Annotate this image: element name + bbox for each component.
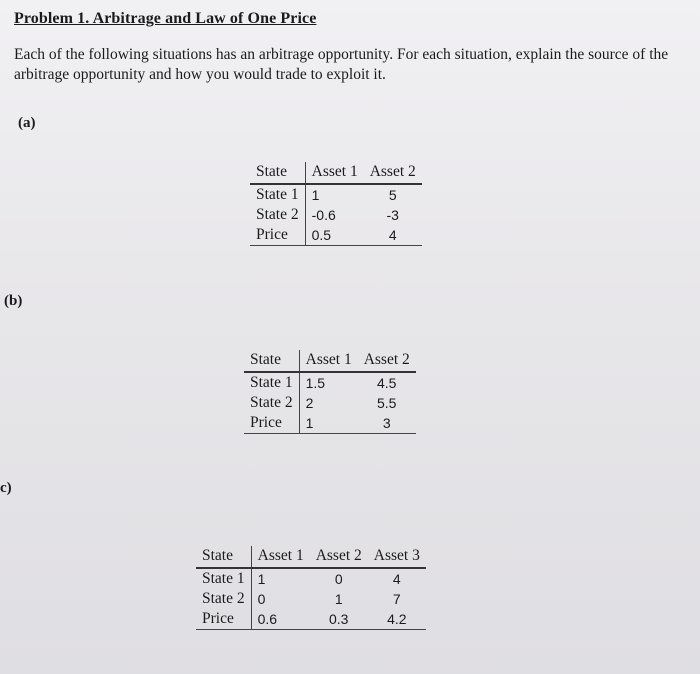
- table-cell: 4: [364, 225, 422, 246]
- header-cell: State: [196, 546, 251, 568]
- problem-intro: Each of the following situations has an arbitrage opportunity. For each situation, explain the source of the arbitrage opportunity and how you would trade to exploit it.: [14, 46, 669, 83]
- table-cell: 4: [392, 571, 401, 587]
- table-cell: -0.6: [311, 207, 336, 223]
- table-row: [250, 184, 422, 205]
- header-cell: Asset 1: [251, 546, 310, 568]
- table-cell: -3: [386, 207, 399, 223]
- table-row: [250, 205, 422, 225]
- header-cell: State: [244, 350, 299, 372]
- row-label: State 1: [250, 184, 305, 205]
- table-cell: 3: [358, 413, 416, 434]
- table-cell: 1: [257, 571, 266, 587]
- table-cell: 4.5: [377, 375, 397, 391]
- table-cell: 5.5: [377, 395, 397, 411]
- table-cell: 0: [257, 591, 266, 607]
- table-cell: 0: [334, 571, 343, 587]
- table-row: [196, 568, 426, 589]
- header-cell: Asset 2: [358, 350, 416, 372]
- table-cell: 1.5: [305, 375, 326, 391]
- table-cell: 1: [334, 591, 343, 607]
- row-label: Price: [250, 225, 305, 246]
- table-row: [250, 225, 422, 246]
- row-label: Price: [196, 609, 251, 630]
- part-a-table: [250, 162, 422, 246]
- row-label: State 1: [244, 372, 299, 393]
- row-label: State 2: [250, 205, 305, 225]
- header-cell: Asset 1: [305, 162, 364, 184]
- table-cell: 0.5: [305, 225, 364, 246]
- table-cell: 0.6: [251, 609, 310, 630]
- table-row: [244, 413, 416, 434]
- row-label: State 2: [196, 589, 251, 609]
- header-cell: Asset 1: [299, 350, 358, 372]
- header-cell: Asset 2: [364, 162, 422, 184]
- table-row: [196, 589, 426, 609]
- part-c-label: c): [0, 480, 12, 496]
- table-row: [244, 393, 416, 413]
- header-cell: Asset 2: [310, 546, 368, 568]
- header-cell: State: [250, 162, 305, 184]
- table-cell: 7: [392, 591, 401, 607]
- header-cell: Asset 3: [368, 546, 426, 568]
- table-cell: 4.2: [368, 609, 426, 630]
- part-b-table: [244, 350, 416, 434]
- table-cell: 1: [299, 413, 358, 434]
- row-label: State 2: [244, 393, 299, 413]
- row-label: Price: [244, 413, 299, 434]
- problem-title: Problem 1. Arbitrage and Law of One Price: [14, 10, 317, 27]
- part-c-table: [196, 546, 426, 630]
- table-row: [244, 372, 416, 393]
- table-row: [196, 609, 426, 630]
- table-cell: 2: [305, 395, 314, 411]
- table-cell: 1: [311, 187, 320, 203]
- row-label: State 1: [196, 568, 251, 589]
- table-cell: 5: [388, 187, 397, 203]
- part-b-label: (b): [4, 293, 23, 309]
- table-cell: 0.3: [310, 609, 368, 630]
- part-a-label: (a): [18, 115, 36, 131]
